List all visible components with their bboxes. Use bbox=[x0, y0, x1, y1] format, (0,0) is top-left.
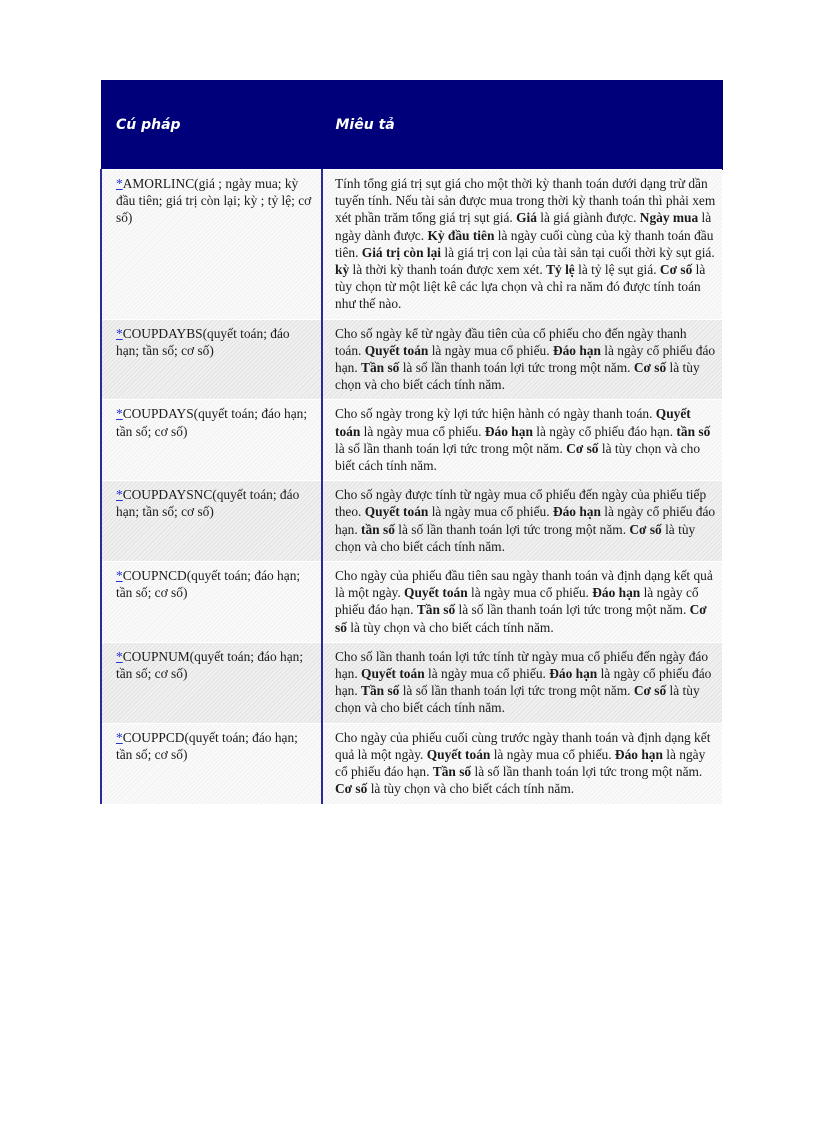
description-term: Cơ số bbox=[633, 360, 667, 376]
description-text: là tùy chọn và cho biết cách tính năm. bbox=[346, 619, 554, 635]
column-header-description: Miêu tả bbox=[322, 80, 722, 170]
syntax-cell bbox=[101, 562, 322, 643]
description-cell bbox=[322, 319, 722, 400]
table-body bbox=[101, 170, 722, 804]
description-text: là ngày cổ phiếu đáo hạn. bbox=[335, 746, 706, 780]
syntax-cell bbox=[101, 642, 322, 723]
description-cell bbox=[322, 642, 722, 723]
description-text: là giá trị con lại của tài sản tại cuối thời kỳ sụt giá. bbox=[441, 244, 715, 260]
syntax-cell bbox=[101, 481, 322, 562]
syntax-cell bbox=[101, 170, 322, 320]
description-text: là tùy chọn và cho biết cách tính năm. bbox=[335, 521, 696, 554]
function-link[interactable]: * bbox=[116, 325, 123, 341]
description-text: là ngày cổ phiếu đáo hạn. bbox=[335, 666, 712, 699]
description-text: là số lần thanh toán lợi tức trong một năm. bbox=[394, 521, 630, 537]
table-row bbox=[101, 642, 722, 723]
description-term: Cơ số bbox=[335, 602, 707, 635]
description-term: Tần số bbox=[416, 602, 456, 618]
description-text: Cho số ngày trong kỳ lợi tức hiện hành có ngày thanh toán. bbox=[335, 406, 656, 422]
description-term: Quyết toán bbox=[364, 342, 429, 358]
description-term: Đáo hạn bbox=[552, 504, 601, 520]
function-syntax: COUPDAYS(quyết toán; đáo hạn; tần số; cơ số) bbox=[116, 406, 308, 439]
description-term: Đáo hạn bbox=[552, 342, 601, 358]
description-term: Quyết toán bbox=[361, 666, 425, 682]
function-link[interactable]: * bbox=[116, 487, 123, 503]
description-term: kỳ bbox=[335, 262, 350, 278]
function-syntax: COUPPCD(quyết toán; đáo hạn; tần số; cơ số) bbox=[116, 729, 298, 762]
function-syntax: COUPNCD(quyết toán; đáo hạn; tần số; cơ số) bbox=[116, 568, 301, 601]
description-text: Cho ngày của phiếu cuối cùng trước ngày thanh toán và định dạng kết quả là một ngày. bbox=[335, 729, 711, 762]
description-term: Tần số bbox=[361, 360, 400, 376]
description-text: là tùy chọn và cho biết cách tính năm. bbox=[335, 683, 700, 716]
description-term: Cơ số bbox=[633, 683, 667, 699]
table-row bbox=[101, 319, 722, 400]
description-term: Đáo hạn bbox=[484, 423, 533, 439]
description-term: Tần số bbox=[432, 764, 472, 780]
description-term: Đáo hạn bbox=[549, 666, 598, 682]
description-term: Quyết toán bbox=[426, 746, 491, 762]
description-text: là ngày mua cổ phiếu. bbox=[467, 585, 593, 601]
description-term: Cơ số bbox=[629, 521, 662, 537]
description-text: Tính tổng giá trị sụt giá cho một thời kỳ thanh toán dưới dạng trừ dần tuyến tính. Nếu tài sản được mua trong thời kỳ thanh toán thì phải xem xét phần trăm tổng giá trị sụt giá. bbox=[335, 176, 716, 226]
syntax-cell bbox=[101, 319, 322, 400]
description-text: là ngày dành được. bbox=[335, 210, 712, 243]
description-cell bbox=[322, 562, 722, 643]
description-text: là tùy chọn từ một liệt kê các lựa chọn và chỉ ra năm đó được tính toán như thế nào. bbox=[335, 262, 706, 312]
column-header-syntax: Cú pháp bbox=[101, 80, 322, 170]
description-term: Tần số bbox=[361, 683, 400, 699]
description-term: Kỳ đầu tiên bbox=[427, 227, 495, 243]
description-text: là tỷ lệ sụt giá. bbox=[574, 262, 660, 278]
description-term: Quyết toán bbox=[335, 406, 691, 439]
function-link[interactable]: * bbox=[116, 176, 123, 191]
description-term: Cơ số bbox=[335, 781, 368, 797]
header-row bbox=[101, 80, 722, 170]
description-term: Tỷ lệ bbox=[546, 262, 575, 278]
table-row bbox=[101, 562, 722, 643]
description-term: Giá bbox=[516, 210, 537, 226]
function-syntax: COUPNUM(quyết toán; đáo hạn; tần số; cơ số) bbox=[116, 648, 304, 682]
description-cell bbox=[322, 723, 722, 803]
description-term: tần số bbox=[676, 423, 711, 439]
function-link[interactable]: * bbox=[116, 648, 123, 664]
description-text: là ngày cổ phiếu đáo hạn. bbox=[335, 342, 716, 376]
function-link[interactable]: * bbox=[116, 729, 123, 745]
description-text: là tùy chọn và cho biết cách tính năm. bbox=[367, 781, 575, 797]
function-link[interactable]: * bbox=[116, 568, 123, 584]
description-text: là số lần thanh toán lợi tức trong một năm. bbox=[399, 360, 634, 376]
description-text: là số lần thanh toán lợi tức trong một năm. bbox=[335, 440, 567, 456]
description-term: Đáo hạn bbox=[592, 585, 641, 601]
description-text: Cho ngày của phiếu đầu tiên sau ngày thanh toán và định dạng kết quả là một ngày. bbox=[335, 568, 713, 601]
description-term: Quyết toán bbox=[364, 504, 429, 520]
syntax-cell bbox=[101, 400, 322, 481]
function-reference-table bbox=[100, 80, 723, 804]
description-text: là ngày mua cổ phiếu. bbox=[428, 342, 553, 358]
description-text: Cho số lần thanh toán lợi tức tính từ ngày mua cổ phiếu đến ngày đáo hạn. bbox=[335, 648, 709, 682]
table-row bbox=[101, 400, 722, 481]
table-row bbox=[101, 723, 722, 803]
description-text: là ngày cổ phiếu đáo hạn. bbox=[335, 504, 716, 537]
table-header bbox=[101, 80, 722, 170]
description-cell bbox=[322, 400, 722, 481]
description-term: Ngày mua bbox=[639, 210, 699, 226]
description-text: là ngày mua cổ phiếu. bbox=[490, 746, 615, 762]
description-text: là số lần thanh toán lợi tức trong một năm. bbox=[471, 764, 703, 780]
description-term: Cơ số bbox=[566, 440, 599, 456]
function-syntax: AMORLINC(giá ; ngày mua; kỳ đầu tiên; giá trị còn lại; kỳ ; tỷ lệ; cơ số) bbox=[116, 176, 312, 226]
description-text: là ngày cổ phiếu đáo hạn. bbox=[335, 585, 699, 618]
description-text: Cho số ngày kể từ ngày đầu tiên của cổ phiếu cho đến ngày thanh toán. bbox=[335, 325, 687, 358]
description-cell bbox=[322, 170, 722, 320]
syntax-cell bbox=[101, 723, 322, 803]
description-text: là tùy chọn và cho biết cách tính năm. bbox=[335, 360, 700, 393]
description-text: Cho số ngày được tính từ ngày mua cổ phiếu đến ngày của phiếu tiếp theo. bbox=[335, 487, 707, 520]
description-term: Quyết toán bbox=[404, 585, 468, 601]
description-term: Đáo hạn bbox=[614, 746, 663, 762]
description-text: là ngày cuối cùng của kỳ thanh toán đầu tiên. bbox=[335, 227, 714, 260]
description-text: là ngày cổ phiếu đáo hạn. bbox=[532, 423, 677, 439]
description-cell bbox=[322, 481, 722, 562]
function-syntax: COUPDAYBS(quyết toán; đáo hạn; tần số; cơ số) bbox=[116, 325, 290, 358]
description-term: Giá trị còn lại bbox=[361, 244, 442, 260]
description-text: là giá giành được. bbox=[536, 210, 640, 226]
description-text: là thời kỳ thanh toán được xem xét. bbox=[349, 262, 547, 278]
description-term: tần số bbox=[361, 521, 395, 537]
description-text: là tùy chọn và cho biết cách tính năm. bbox=[335, 440, 701, 474]
function-link[interactable]: * bbox=[116, 406, 123, 422]
function-syntax: COUPDAYSNC(quyết toán; đáo hạn; tần số; cơ số) bbox=[116, 487, 300, 520]
table-row bbox=[101, 481, 722, 562]
description-text: là ngày mua cổ phiếu. bbox=[428, 504, 553, 520]
description-text: là ngày mua cổ phiếu. bbox=[360, 423, 485, 439]
description-text: là số lần thanh toán lợi tức trong một năm. bbox=[455, 602, 690, 618]
description-term: Cơ số bbox=[659, 262, 693, 278]
table-row bbox=[101, 170, 722, 320]
description-text: là ngày mua cổ phiếu. bbox=[424, 666, 550, 682]
description-text: là số lần thanh toán lợi tức trong một năm. bbox=[399, 683, 634, 699]
